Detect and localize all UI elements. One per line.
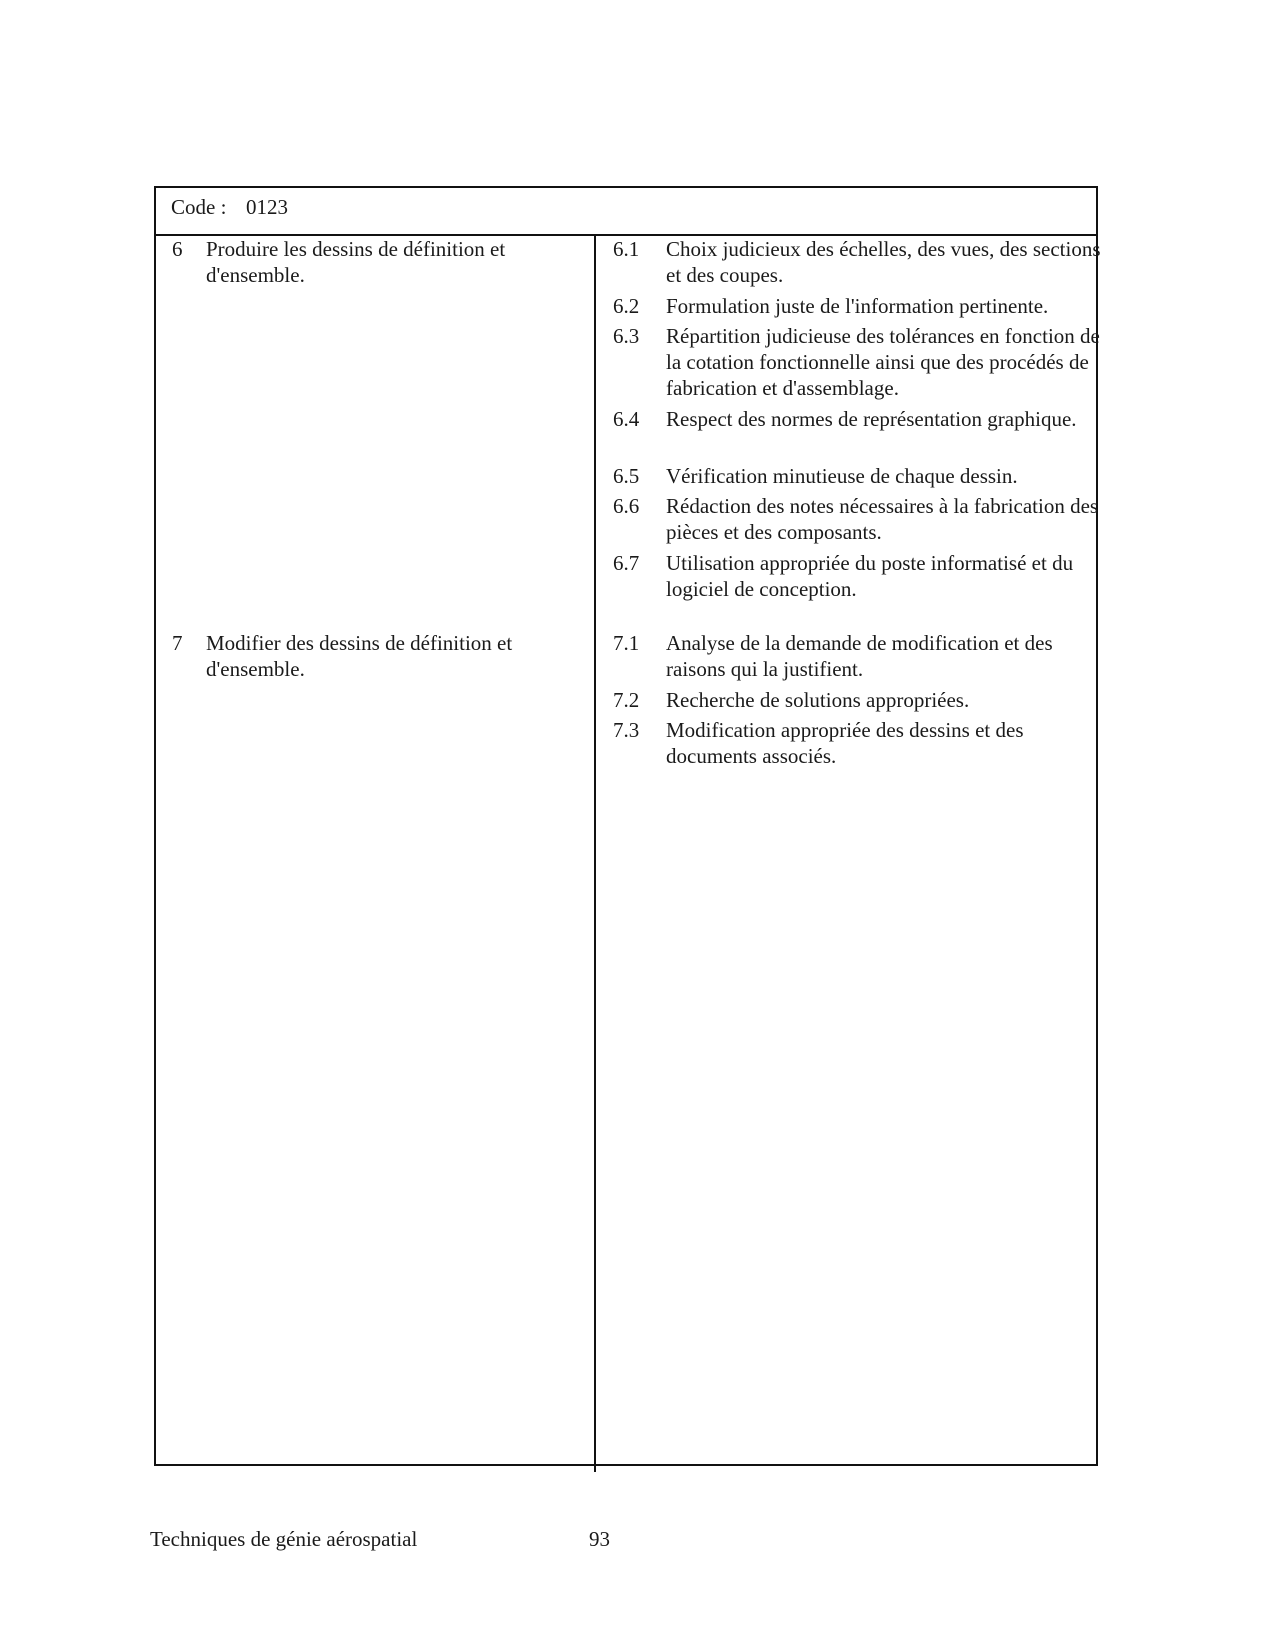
- element-text: Modifier des dessins de définition et d'ensemble.: [206, 631, 513, 681]
- criterion-text: Vérification minutieuse de chaque dessin.: [666, 464, 1018, 488]
- criterion-number: 6.2: [613, 294, 640, 318]
- criterion-number: 6.5: [613, 464, 640, 488]
- criterion-text: Utilisation appropriée du poste informatisé et du logiciel de conception.: [666, 551, 1074, 601]
- criterion-number: 7.2: [613, 688, 640, 712]
- criterion-number: 6.1: [613, 237, 640, 261]
- criterion-number: 7.1: [613, 631, 640, 655]
- criterion-text: Rédaction des notes nécessaires à la fabrication des pièces et des composants.: [666, 494, 1099, 544]
- criterion-number: 6.6: [613, 494, 640, 518]
- criterion-number: 6.7: [613, 551, 640, 575]
- column-divider: [594, 234, 596, 1472]
- page-number: 93: [589, 1527, 610, 1551]
- criterion-number: 6.4: [613, 407, 640, 431]
- criterion-number: 7.3: [613, 718, 640, 742]
- code-value: 0123: [246, 195, 288, 219]
- element-text: Produire les dessins de définition et d'ensemble.: [206, 237, 506, 287]
- criterion-text: Analyse de la demande de modification et des raisons qui la justifient.: [666, 631, 1053, 681]
- criterion-text: Répartition judicieuse des tolérances en fonction de la cotation fonctionnelle ainsi que des procédés de fabrication et d'assemblage.: [666, 324, 1100, 400]
- element-number: 7: [172, 631, 183, 655]
- criterion-text: Recherche de solutions appropriées.: [666, 688, 970, 712]
- element-number: 6: [172, 237, 183, 261]
- code-header-row: [154, 186, 1098, 236]
- criterion-text: Modification appropriée des dessins et des documents associés.: [666, 718, 1024, 768]
- criterion-text: Choix judicieux des échelles, des vues, des sections et des coupes.: [666, 237, 1101, 287]
- criterion-text: Respect des normes de représentation graphique.: [666, 407, 1077, 431]
- criterion-text: Formulation juste de l'information pertinente.: [666, 294, 1049, 318]
- criterion-number: 6.3: [613, 324, 640, 348]
- footer-program-title: Techniques de génie aérospatial: [150, 1527, 418, 1551]
- code-label: Code :: [171, 195, 227, 219]
